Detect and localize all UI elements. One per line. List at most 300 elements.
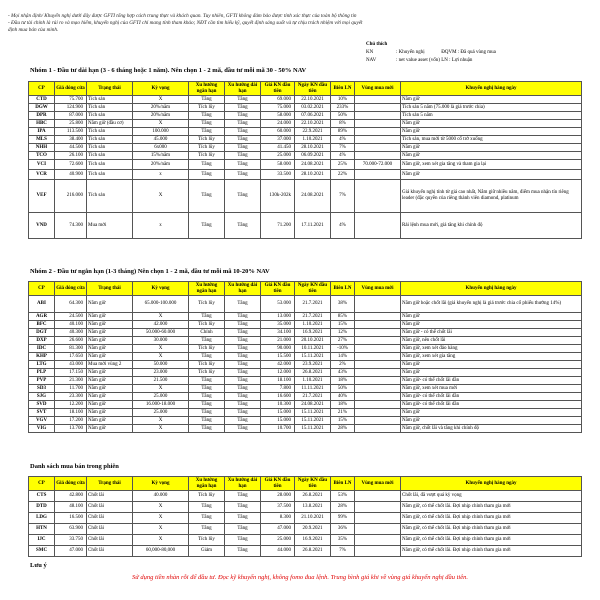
daily-recommendation-cell: Tích sản 5 năm xyxy=(401,112,582,120)
column-header-cp: CP xyxy=(29,82,55,96)
table-row xyxy=(29,170,582,180)
close-price-cell: 23.300 xyxy=(55,393,87,401)
profit-margin-cell: 50% xyxy=(331,385,355,393)
legend-key: KN xyxy=(366,50,374,55)
profit-margin-cell: 22% xyxy=(331,170,355,180)
table-row xyxy=(29,120,582,128)
table-row xyxy=(29,144,582,152)
daily-recommendation-cell: Nắm giữ, xem xét đảo hàng xyxy=(401,345,582,353)
profit-margin-cell: 7% xyxy=(331,144,355,152)
status-cell: Tích sản xyxy=(87,136,133,144)
first-price-cell: 44.000 xyxy=(261,546,295,557)
intraday-table xyxy=(28,476,582,557)
target-cell: 20%/năm xyxy=(133,104,189,112)
first-date-cell: 1.10.2021 xyxy=(295,377,331,385)
short-trend-cell: Tăng xyxy=(189,353,225,361)
target-cell: 25.000 xyxy=(133,409,189,417)
target-cell: X xyxy=(133,313,189,321)
short-trend-cell: Tích lũy xyxy=(189,535,225,546)
long-trend-cell: Tăng xyxy=(225,353,261,361)
short-trend-cell: Tăng xyxy=(189,524,225,535)
profit-margin-cell: 40% xyxy=(331,393,355,401)
profit-margin-cell: 18% xyxy=(331,401,355,409)
short-trend-cell: Tăng xyxy=(189,180,225,213)
long-trend-cell: Tăng xyxy=(225,104,261,112)
first-price-cell: 58.000 xyxy=(261,160,295,170)
status-cell: Nắm giữ xyxy=(87,353,133,361)
new-buy-zone-cell xyxy=(355,345,401,353)
first-price-cell: 37.000 xyxy=(261,136,295,144)
short-trend-cell: Tăng xyxy=(189,96,225,104)
table-row xyxy=(29,513,582,524)
table-row xyxy=(29,296,582,313)
column-header-first-date: Ngày KN đầu tiên xyxy=(295,477,331,491)
daily-recommendation-cell: Nắm giữ xyxy=(401,96,582,104)
new-buy-zone-cell xyxy=(355,321,401,329)
status-cell: Tích sản xyxy=(87,96,133,104)
status-cell: Tích sản xyxy=(87,160,133,170)
cp-cell: DGT xyxy=(29,329,55,337)
profit-margin-cell: -10% xyxy=(331,345,355,353)
close-price-cell: 38.400 xyxy=(55,136,87,144)
status-cell: Nắm giữ xyxy=(87,409,133,417)
column-header-target: Kỳ vọng xyxy=(133,477,189,491)
table-row xyxy=(29,393,582,401)
target-cell: x xyxy=(133,170,189,180)
daily-recommendation-cell: Giá khuyến nghị tính từ giá cao nhất, Nắm giữ nhiều năm, điểm mua nhận tín riêng leader (đặc quyền của riêng thành viên diamond, platinum xyxy=(401,180,582,213)
section-title-short-term: Nhóm 2 - Đầu tư ngắn hạn (1-3 tháng) Nên chọn 1 - 2 mã, đầu tư mỗi mã 10-20% NAV xyxy=(30,268,270,275)
legend-row xyxy=(366,49,496,57)
cp-cell: CTD xyxy=(29,96,55,104)
table-header-row xyxy=(29,477,582,491)
short-trend-cell: Chỉnh xyxy=(189,329,225,337)
first-price-cell: 33.500 xyxy=(261,170,295,180)
close-price-cell: 113.500 xyxy=(55,128,87,136)
profit-margin-cell: 50% xyxy=(331,112,355,120)
target-cell: 25.000 xyxy=(133,393,189,401)
table-row xyxy=(29,401,582,409)
section-title-intraday: Danh sách mua bán trong phiên xyxy=(30,463,119,470)
close-price-cell: 21.300 xyxy=(55,377,87,385)
short-trend-cell: Tích lũy xyxy=(189,136,225,144)
first-price-cell: 58.000 xyxy=(261,112,295,120)
column-header-daily-recommendation: Khuyến nghị hàng ngày xyxy=(401,282,582,296)
profit-margin-cell: 89% xyxy=(331,128,355,136)
first-date-cell: 28.10.2021 xyxy=(295,170,331,180)
first-price-cell: 60.000 xyxy=(261,128,295,136)
daily-recommendation-cell: Nắm giữ xyxy=(401,144,582,152)
column-header-short-trend: Xu hướng ngắn hạn xyxy=(189,282,225,296)
close-price-cell: 81.300 xyxy=(55,345,87,353)
column-header-close-price: Giá đóng cửa xyxy=(55,477,87,491)
profit-margin-cell: 233% xyxy=(331,104,355,112)
status-cell: Mua mới vùng 2 xyxy=(87,361,133,369)
profit-margin-cell: 25% xyxy=(331,160,355,170)
first-price-cell: 90.000 xyxy=(261,345,295,353)
daily-recommendation-cell: Nắm giữ, có thể chốt lãi. Đợi nhịp chỉnh tham gia mới xyxy=(401,524,582,535)
short-trend-cell: Tăng xyxy=(189,337,225,345)
first-date-cell: 26.8.2021 xyxy=(295,491,331,502)
status-cell: Chốt lãi xyxy=(87,513,133,524)
target-cell: 50.000-60.000 xyxy=(133,329,189,337)
new-buy-zone-cell xyxy=(355,337,401,345)
profit-margin-cell: 18% xyxy=(331,377,355,385)
first-date-cell: 23.9.2021 xyxy=(295,361,331,369)
first-price-cell: 130k-202k xyxy=(261,180,295,213)
cp-cell: IPA xyxy=(29,128,55,136)
first-date-cell: 24.08.2021 xyxy=(295,160,331,170)
status-cell: Nắm giữ xyxy=(87,337,133,345)
cp-cell: IDC xyxy=(29,345,55,353)
cp-cell: DGW xyxy=(29,104,55,112)
column-header-profit-margin: Biên LN xyxy=(331,82,355,96)
short-trend-cell: Tích lũy xyxy=(189,144,225,152)
table-header-row xyxy=(29,82,582,96)
cp-cell: VCI xyxy=(29,160,55,170)
column-header-new-buy-zone: Vùng mua mới xyxy=(355,477,401,491)
table-row xyxy=(29,502,582,513)
disclaimer-line: định mua bán của mình. xyxy=(8,27,59,33)
long-trend-cell: Tăng xyxy=(225,144,261,152)
first-price-cell: 75.000 xyxy=(261,104,295,112)
cp-cell: VGV xyxy=(29,417,55,425)
long-trend-cell: Tăng xyxy=(225,170,261,180)
short-trend-cell: Tích lũy xyxy=(189,296,225,313)
first-date-cell: 22.10.2021 xyxy=(295,120,331,128)
long-trend-cell: Tăng xyxy=(225,160,261,170)
close-price-cell: 64.300 xyxy=(55,296,87,313)
profit-margin-cell: 28% xyxy=(331,502,355,513)
first-price-cell: 15.000 xyxy=(261,417,295,425)
close-price-cell: 87.000 xyxy=(55,112,87,120)
status-cell: Nắm giữ xyxy=(87,313,133,321)
daily-recommendation-cell: Nắm giữ xyxy=(401,152,582,160)
short-trend-cell: Tăng xyxy=(189,377,225,385)
profit-margin-cell: 21% xyxy=(331,409,355,417)
first-date-cell: 15.11.2021 xyxy=(295,425,331,433)
first-price-cell: 41.450 xyxy=(261,144,295,152)
first-date-cell: 20.10.2021 xyxy=(295,337,331,345)
new-buy-zone-cell xyxy=(355,524,401,535)
cp-cell: VCR xyxy=(29,170,55,180)
new-buy-zone-cell xyxy=(355,491,401,502)
column-header-status: Trạng thái xyxy=(87,282,133,296)
profit-margin-cell: 35% xyxy=(331,535,355,546)
long-trend-cell: Tăng xyxy=(225,417,261,425)
cp-cell: HBC xyxy=(29,120,55,128)
close-price-cell: 48.100 xyxy=(55,502,87,513)
cp-cell: SVD xyxy=(29,401,55,409)
status-cell: Tích sản xyxy=(87,144,133,152)
daily-recommendation-cell: Nắm giữ, nên chốt lãi xyxy=(401,337,582,345)
cp-cell: IJC xyxy=(29,535,55,546)
note-heading: Lưu ý xyxy=(30,562,47,569)
column-header-first-price: Giá KN đầu tiên xyxy=(261,82,295,96)
profit-margin-cell: 4% xyxy=(331,136,355,144)
new-buy-zone-cell xyxy=(355,170,401,180)
close-price-cell: 13.700 xyxy=(55,425,87,433)
section-title-long-term: Nhóm 1 - Đầu tư dài hạn (3 - 6 tháng hoặc 1 năm). Nên chọn 1 - 2 mã, đầu tư mỗi mã 30 - 50% NAV xyxy=(30,67,307,74)
new-buy-zone-cell xyxy=(355,180,401,213)
legend-value: : Khuyến nghị xyxy=(396,50,425,55)
short-trend-cell: Tích lũy xyxy=(189,369,225,377)
daily-recommendation-cell: Nắm giữ, xem xét gia tăng xyxy=(401,353,582,361)
column-header-profit-margin: Biên LN xyxy=(331,282,355,296)
status-cell: Tích sản xyxy=(87,128,133,136)
first-date-cell: 26.8.2021 xyxy=(295,369,331,377)
new-buy-zone-cell xyxy=(355,128,401,136)
cp-cell: ABI xyxy=(29,296,55,313)
short-trend-cell: Tăng xyxy=(189,502,225,513)
long-trend-cell: Tăng xyxy=(225,425,261,433)
first-date-cell: 21.10.2021 xyxy=(295,513,331,524)
column-header-close-price: Giá đóng cửa xyxy=(55,82,87,96)
cp-cell: VEF xyxy=(29,180,55,213)
close-price-cell: 24.500 xyxy=(55,313,87,321)
close-price-cell: 42.800 xyxy=(55,491,87,502)
target-cell: X xyxy=(133,353,189,361)
table-row xyxy=(29,313,582,321)
first-date-cell: 16.9.2021 xyxy=(295,535,331,546)
first-price-cell: 10.300 xyxy=(261,401,295,409)
column-header-status: Trạng thái xyxy=(87,82,133,96)
close-price-cell: 33.750 xyxy=(55,535,87,546)
new-buy-zone-cell xyxy=(355,409,401,417)
short-trend-cell: Tăng xyxy=(189,385,225,393)
long-trend-cell: Tăng xyxy=(225,136,261,144)
target-cell: X xyxy=(133,535,189,546)
long-term-table xyxy=(28,81,582,239)
column-header-status: Trạng thái xyxy=(87,477,133,491)
table-row xyxy=(29,345,582,353)
long-trend-cell: Tăng xyxy=(225,524,261,535)
cp-cell: LDG xyxy=(29,513,55,524)
column-header-short-trend: Xu hướng ngắn hạn xyxy=(189,82,225,96)
short-trend-cell: Tăng xyxy=(189,513,225,524)
column-header-first-date: Ngày KN đầu tiên xyxy=(295,282,331,296)
cp-cell: SMC xyxy=(29,546,55,557)
close-price-cell: 26.100 xyxy=(55,152,87,160)
table-row xyxy=(29,213,582,239)
close-price-cell: 40.100 xyxy=(55,321,87,329)
status-cell: Nắm giữ xyxy=(87,417,133,425)
profit-margin-cell: 7% xyxy=(331,546,355,557)
target-cell: 23.000 xyxy=(133,369,189,377)
first-date-cell: 16.9.2021 xyxy=(295,329,331,337)
new-buy-zone-cell xyxy=(355,361,401,369)
cp-cell: PLP xyxy=(29,369,55,377)
first-date-cell: 03.02.2021 xyxy=(295,104,331,112)
first-price-cell: 21.000 xyxy=(261,337,295,345)
first-date-cell: 22.10.2021 xyxy=(295,96,331,104)
target-cell: 16.000-18.000 xyxy=(133,401,189,409)
table-header-row xyxy=(29,282,582,296)
daily-recommendation-cell: Nắm giữ, có thể chốt lãi. Đợi nhịp chỉnh tham gia mới xyxy=(401,546,582,557)
status-cell: Chốt lãi xyxy=(87,502,133,513)
first-price-cell: 69.000 xyxy=(261,96,295,104)
cp-cell: BFC xyxy=(29,321,55,329)
first-date-cell: 10.11.2021 xyxy=(295,345,331,353)
daily-recommendation-cell: Nắm giữ- có thể chốt lãi dần xyxy=(401,401,582,409)
first-price-cell: 42.000 xyxy=(261,361,295,369)
table-row xyxy=(29,524,582,535)
disclaimer-line: - Đầu tư tài chính là rủi ro và mạo hiểm, khuyến nghị của GFTI chỉ mang tính tham khảo; NĐT cần tìm hiểu kỹ, quyết định sáng suốt và tự chịu trách nhiệm với mọi quyết xyxy=(8,20,363,26)
profit-margin-cell: 15% xyxy=(331,417,355,425)
first-date-cell: 11.11.2021 xyxy=(295,385,331,393)
long-trend-cell: Tăng xyxy=(225,385,261,393)
table-row xyxy=(29,353,582,361)
daily-recommendation-cell: Nắm giữ xyxy=(401,409,582,417)
first-date-cell: 07.06.2021 xyxy=(295,112,331,120)
new-buy-zone-cell xyxy=(355,213,401,239)
short-trend-cell: Tăng xyxy=(189,425,225,433)
long-trend-cell: Tăng xyxy=(225,401,261,409)
first-price-cell: 16.600 xyxy=(261,393,295,401)
table-row xyxy=(29,369,582,377)
first-date-cell: 20.9.2021 xyxy=(295,524,331,535)
target-cell: X xyxy=(133,502,189,513)
daily-recommendation-cell: Rải lệnh mua mới, giá tăng khi chính độ xyxy=(401,213,582,239)
target-cell: X xyxy=(133,524,189,535)
short-trend-cell: Tăng xyxy=(189,213,225,239)
new-buy-zone-cell xyxy=(355,369,401,377)
column-header-daily-recommendation: Khuyến nghị hàng ngày xyxy=(401,477,582,491)
daily-recommendation-cell: Nắm giữ xyxy=(401,120,582,128)
first-price-cell: 7.800 xyxy=(261,385,295,393)
short-trend-cell: Tăng xyxy=(189,401,225,409)
legend-title: Chú thích xyxy=(366,42,388,47)
cp-cell: VND xyxy=(29,213,55,239)
long-trend-cell: Tăng xyxy=(225,313,261,321)
close-price-cell: 40.300 xyxy=(55,329,87,337)
new-buy-zone-cell xyxy=(355,136,401,144)
long-trend-cell: Tăng xyxy=(225,296,261,313)
daily-recommendation-cell: Chốt lãi, đã vượt quá kỳ vọng xyxy=(401,491,582,502)
first-price-cell: 12.000 xyxy=(261,369,295,377)
first-date-cell: 24.08.2021 xyxy=(295,180,331,213)
first-price-cell: 18.100 xyxy=(261,377,295,385)
close-price-cell: 124.900 xyxy=(55,104,87,112)
close-price-cell: 216.000 xyxy=(55,180,87,213)
short-trend-cell: Tăng xyxy=(189,170,225,180)
first-date-cell: 22.9.2021 xyxy=(295,128,331,136)
long-trend-cell: Tăng xyxy=(225,152,261,160)
new-buy-zone-cell xyxy=(355,96,401,104)
profit-margin-cell: 99% xyxy=(331,513,355,524)
long-trend-cell: Tăng xyxy=(225,213,261,239)
first-price-cell: 24.000 xyxy=(261,120,295,128)
daily-recommendation-cell: Nắm giữ, xem xét gia tăng và tham gia lại xyxy=(401,160,582,170)
close-price-cell: 74.300 xyxy=(55,213,87,239)
long-trend-cell: Tăng xyxy=(225,96,261,104)
target-cell: 20%/năm xyxy=(133,160,189,170)
short-trend-cell: Tích lũy xyxy=(189,491,225,502)
first-date-cell: 17.11.2021 xyxy=(295,213,331,239)
first-date-cell: 13.8.2021 xyxy=(295,502,331,513)
status-cell: Chốt lãi xyxy=(87,491,133,502)
long-trend-cell: Tăng xyxy=(225,361,261,369)
legend-key: NAV xyxy=(366,58,377,63)
profit-margin-cell: 43% xyxy=(331,369,355,377)
new-buy-zone-cell xyxy=(355,417,401,425)
table-row xyxy=(29,377,582,385)
new-buy-zone-cell xyxy=(355,502,401,513)
long-trend-cell: Tăng xyxy=(225,393,261,401)
first-price-cell: 47.000 xyxy=(261,524,295,535)
new-buy-zone-cell xyxy=(355,104,401,112)
long-trend-cell: Tăng xyxy=(225,321,261,329)
target-cell: 65.000-100.000 xyxy=(133,296,189,313)
long-trend-cell: Tăng xyxy=(225,513,261,524)
close-price-cell: 63.900 xyxy=(55,524,87,535)
table-row xyxy=(29,96,582,104)
long-trend-cell: Tăng xyxy=(225,180,261,213)
target-cell: X xyxy=(133,385,189,393)
legend-row xyxy=(366,57,496,65)
short-trend-cell: Tích lũy xyxy=(189,321,225,329)
daily-recommendation-cell: Nắm giữ xyxy=(401,361,582,369)
status-cell: Mua mới xyxy=(87,213,133,239)
daily-recommendation-cell: Nắm giữ xyxy=(401,369,582,377)
table-row xyxy=(29,546,582,557)
profit-margin-cell: 10% xyxy=(331,96,355,104)
close-price-cell: 72.600 xyxy=(55,160,87,170)
cp-cell: VIG xyxy=(29,425,55,433)
target-cell: X xyxy=(133,120,189,128)
cp-cell: AGR xyxy=(29,313,55,321)
new-buy-zone-cell xyxy=(355,144,401,152)
legend xyxy=(366,41,496,65)
target-cell: 15%/năm xyxy=(133,152,189,160)
cp-cell: PVP xyxy=(29,377,55,385)
first-price-cell: 15.500 xyxy=(261,353,295,361)
cp-cell: HTN xyxy=(29,524,55,535)
target-cell: 6x000 xyxy=(133,144,189,152)
status-cell: Nắm giữ xyxy=(87,321,133,329)
first-price-cell: 13.000 xyxy=(261,313,295,321)
daily-recommendation-cell: Tích sản, mua mới từ 5000 cổ trở xuống xyxy=(401,136,582,144)
first-date-cell: 28.10.2021 xyxy=(295,144,331,152)
close-price-cell: 12.200 xyxy=(55,401,87,409)
profit-margin-cell: 27% xyxy=(331,337,355,345)
daily-recommendation-cell: Nắm giữ, chốt lãi và tăng khi chính độ xyxy=(401,425,582,433)
table-row xyxy=(29,409,582,417)
daily-recommendation-cell: Nắm giữ, xem xét mua mới xyxy=(401,385,582,393)
first-date-cell: 06.09.2021 xyxy=(295,152,331,160)
cp-cell: SD3 xyxy=(29,385,55,393)
daily-recommendation-cell: Nắm giữ xyxy=(401,321,582,329)
profit-margin-cell: 14% xyxy=(331,353,355,361)
cp-cell: DPR xyxy=(29,112,55,120)
column-header-daily-recommendation: Khuyến nghị hàng ngày xyxy=(401,82,582,96)
profit-margin-cell: 38% xyxy=(331,296,355,313)
column-header-first-price: Giá KN đầu tiên xyxy=(261,477,295,491)
first-price-cell: 15.000 xyxy=(261,409,295,417)
target-cell: 30.000 xyxy=(133,337,189,345)
new-buy-zone-cell xyxy=(355,152,401,160)
legend-extra: ĐQVM : Đã quá vùng mua xyxy=(441,50,496,55)
close-price-cell: 26.600 xyxy=(55,337,87,345)
new-buy-zone-cell xyxy=(355,329,401,337)
short-term-table xyxy=(28,281,582,433)
new-buy-zone-cell xyxy=(355,385,401,393)
long-trend-cell: Tăng xyxy=(225,120,261,128)
note-text: Sử dụng tiền nhàn rỗi để đầu tư. Đọc kỹ khuyến nghị, không fomo đua lệnh. Trung bình giá khi về vùng giá khuyến nghị đầu tiên. xyxy=(131,574,468,581)
first-price-cell: 71.200 xyxy=(261,213,295,239)
daily-recommendation-cell: Nắm giữ- có thể chốt lãi dần xyxy=(401,377,582,385)
new-buy-zone-cell xyxy=(355,120,401,128)
column-header-first-price: Giá KN đầu tiên xyxy=(261,282,295,296)
